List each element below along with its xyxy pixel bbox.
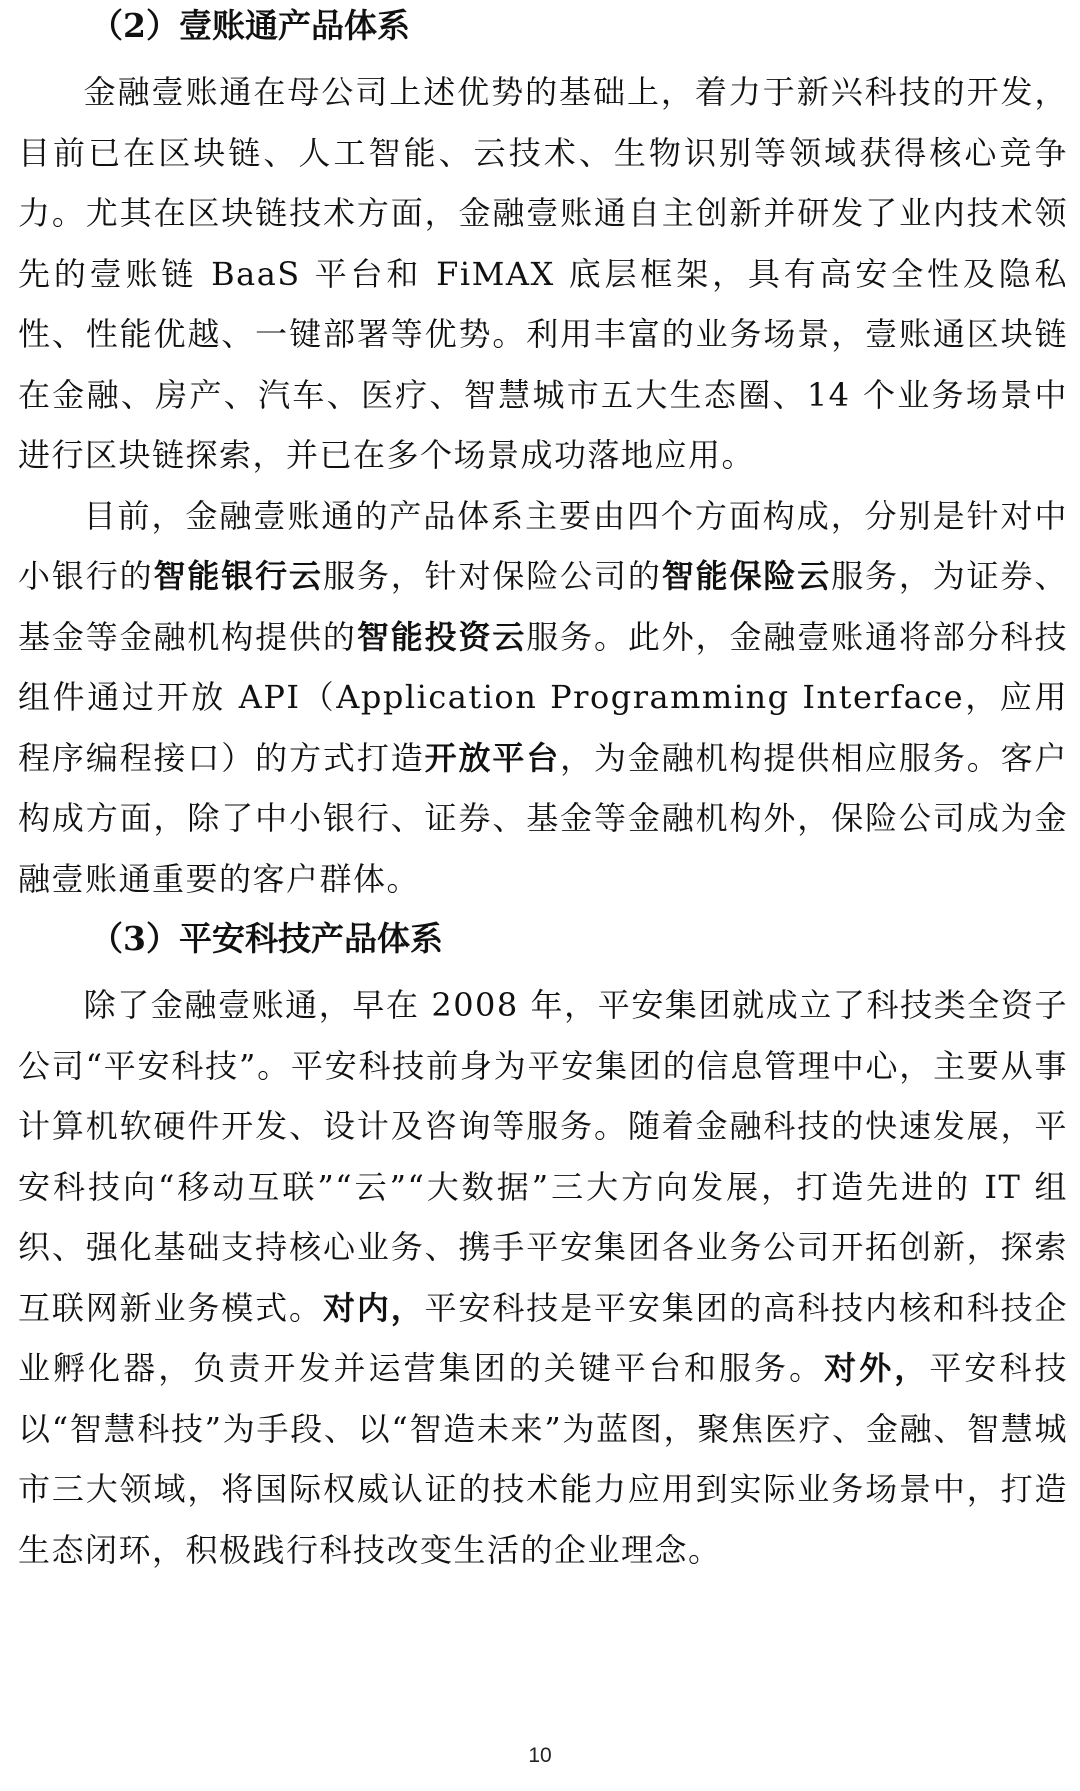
paragraph-text: ，为金融机构提供相应服务。客户构成方面，除了中小银行、证券、基金等金融机构外，保险公司成为金融壹账通重要的客户群体。 <box>18 738 1068 898</box>
paragraph-pingan-tech <box>18 975 1068 1580</box>
section-heading-3: （3）平安科技产品体系 <box>90 919 443 958</box>
section-heading-2: （2）壹账通产品体系 <box>90 6 410 45</box>
paragraph-text: 服务。此外，金融壹账通将部分科技组件通过开放 API（Application Programming Interface，应用程序编程接口）的方式打造 <box>18 617 1068 777</box>
paragraph-blockchain <box>18 62 1068 486</box>
paragraph-text: 目前，金融壹账通的产品体系主要由四个方面构成，分别是针对中小银行的 <box>18 496 1068 595</box>
paragraph-text: 除了金融壹账通，早在 2008 年，平安集团就成立了科技类全资子公司“平安科技”。平安科技前身为平安集团的信息管理中心，主要从事计算机软硬件开发、设计及咨询等服务。随着金融科技的快速发展，平安科技向“移动互联”“云”“大数据”三大方向发展，打造先进的 IT 组织、强化基础支持核心业务、携手平安集团各业务公司开拓创新，探索互联网新业务模式。 <box>18 986 1068 1327</box>
paragraph-text: 平安科技以“智慧科技”为手段、以“智造未来”为蓝图，聚焦医疗、金融、智慧城市三大领域，将国际权威认证的技术能力应用到实际业务场景中，打造生态闭环，积极践行科技改变生活的企业理念。 <box>18 1349 1068 1569</box>
bold-term-smart-investment-cloud: 智能投资云 <box>356 617 527 656</box>
paragraph-text: 平安科技是平安集团的高科技内核和科技企业孵化器，负责开发并运营集团的关键平台和服务。 <box>18 1288 1068 1387</box>
paragraph-text: 金融壹账通在母公司上述优势的基础上，着力于新兴科技的开发，目前已在区块链、人工智能、云技术、生物识别等领域获得核心竞争力。尤其在区块链技术方面，金融壹账通自主创新并研发了业内技术领先的壹账链 BaaS 平台和 FiMAX 底层框架，具有高安全性及隐私性、性能优越、一键部署等优势。利用丰富的业务场景，壹账通区块链在金融、房产、汽车、医疗、智慧城市五大生态圈、14 个业务场景中进行区块链探索，并已在多个场景成功落地应用。 <box>18 73 1068 474</box>
paragraph-text: 服务，为证券、基金等金融机构提供的 <box>18 557 1068 656</box>
document-page <box>18 0 1068 1580</box>
bold-term-smart-bank-cloud: 智能银行云 <box>153 557 323 595</box>
bold-term-smart-insurance-cloud: 智能保险云 <box>661 557 832 595</box>
bold-term-open-platform: 开放平台 <box>424 738 561 777</box>
paragraph-product-system <box>18 486 1068 910</box>
bold-term-internal: 对内， <box>322 1288 425 1327</box>
bold-term-external: 对外， <box>824 1349 930 1387</box>
paragraph-text: 服务，针对保险公司的 <box>322 557 662 595</box>
page-number: 10 <box>528 1744 552 1767</box>
